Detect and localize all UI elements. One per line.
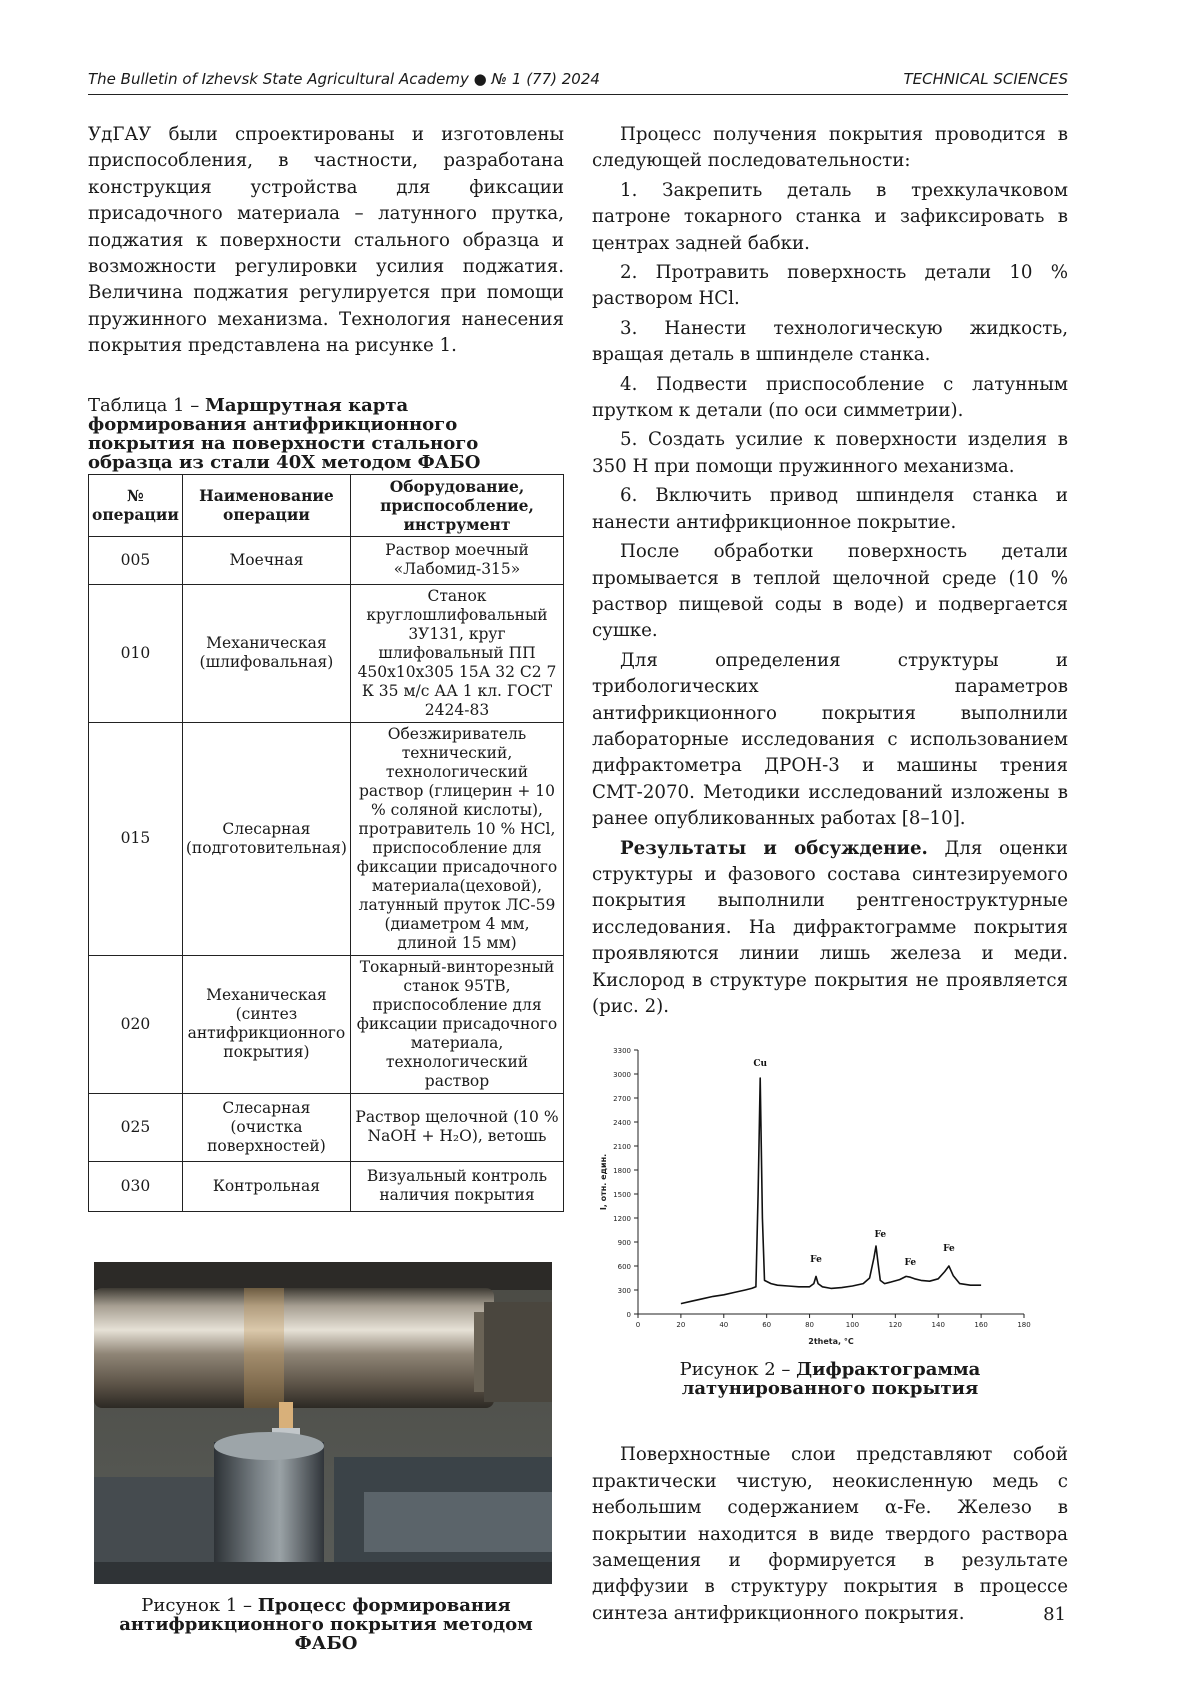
methods-paragraph: Для определения структуры и трибологических параметров антифрикционного покрытия выполнили лабораторные исследования с использованием дифрактометра ДРОН-3 и машины трения СМТ-2070. Методики исследований изложены в ранее опубликованных работах [8–10]. bbox=[592, 649, 1068, 830]
y-tick-label: 0 bbox=[626, 1311, 631, 1320]
x-tick-label: 40 bbox=[719, 1321, 729, 1330]
y-tick-label: 1800 bbox=[613, 1167, 631, 1176]
table-cell: Раствор щелочной (10 % NaOH + H₂O), ветошь bbox=[350, 1093, 563, 1161]
after-treatment-paragraph: После обработки поверхность детали промывается в теплой щелочной среде (10 % раствор пищевой соды в воде) и подвергается сушке. bbox=[592, 541, 1068, 642]
table-cell: 030 bbox=[89, 1161, 183, 1211]
table-header-cell: № операции bbox=[89, 474, 183, 536]
table-row bbox=[89, 722, 564, 955]
running-header bbox=[88, 70, 1068, 95]
x-tick-label: 180 bbox=[1017, 1321, 1031, 1330]
peak-label: Fe bbox=[904, 1258, 917, 1269]
right-column bbox=[592, 122, 1068, 1627]
section-title: TECHNICAL SCIENCES bbox=[903, 70, 1068, 88]
table-cell: 025 bbox=[89, 1093, 183, 1161]
diffractogram-series-line bbox=[681, 1078, 981, 1304]
y-tick-label: 300 bbox=[617, 1287, 631, 1296]
y-tick-label: 3300 bbox=[613, 1047, 631, 1056]
figure-2-caption bbox=[592, 1360, 1068, 1398]
y-tick-label: 3000 bbox=[613, 1071, 631, 1080]
table-row bbox=[89, 584, 564, 722]
results-text: Для оценки структуры и фазового состава синтезируемого покрытия выполнили рентгеноструктурные исследования. На дифрактограмме покрытия проявляются линии лишь железа и меди. Кислород в структуре покрытия не проявляется (рис. 2). bbox=[592, 837, 1068, 1017]
y-tick-label: 2100 bbox=[613, 1143, 631, 1152]
intro-paragraph: УдГАУ были спроектированы и изготовлены приспособления, в частности, разработана конструкция устройства для фиксации присадочного материала – латунного прутка, поджатия к поверхности стального образца и возможности регулировки усилия поджатия. Величина поджатия регулируется при помощи пружинного механизма. Технология нанесения покрытия представлена на рисунке 1. bbox=[88, 124, 564, 357]
table-cell: Механическая (синтез антифрикционного покрытия) bbox=[182, 955, 350, 1093]
lathe-process-photo bbox=[94, 1262, 552, 1584]
peak-label: Cu bbox=[753, 1059, 768, 1070]
table-row bbox=[89, 1161, 564, 1211]
results-paragraph bbox=[592, 836, 1068, 1021]
table-cell: 010 bbox=[89, 584, 183, 722]
x-tick-label: 120 bbox=[888, 1321, 903, 1330]
x-tick-label: 160 bbox=[974, 1321, 988, 1330]
x-axis-label: 2theta, °C bbox=[808, 1337, 854, 1347]
lathe-photo-illustration bbox=[94, 1262, 552, 1584]
table-header-cell: Оборудование, приспособление, инструмент bbox=[350, 474, 563, 536]
x-tick-label: 80 bbox=[805, 1321, 815, 1330]
table-caption-prefix: Таблица 1 – bbox=[88, 394, 205, 416]
table-header-cell: Наименование операции bbox=[182, 474, 350, 536]
table-cell: Обезжириватель технический, технологический раствор (глицерин + 10 % соляной кислоты), протравитель 10 % HCl, приспособление для фиксации присадочного материала(цеховой), латунный пруток ЛС-59 (диаметром 4 мм, длиной 15 мм) bbox=[350, 722, 563, 955]
process-step: 2. Протравить поверхность детали 10 % раствором HCl. bbox=[592, 262, 1068, 310]
x-tick-label: 0 bbox=[635, 1321, 641, 1330]
table-cell: Слесарная (подготовительная) bbox=[182, 722, 350, 955]
peak-label: Fe bbox=[943, 1244, 955, 1255]
table-cell: Контрольная bbox=[182, 1161, 350, 1211]
table-row bbox=[89, 955, 564, 1093]
table-cell: Визуальный контроль наличия покрытия bbox=[350, 1161, 563, 1211]
y-tick-label: 2700 bbox=[613, 1095, 631, 1104]
x-tick-label: 140 bbox=[931, 1321, 945, 1330]
table-caption-title: Маршрутная карта формирования антифрикционного покрытия на поверхности стального образца из стали 40Х методом ФАБО bbox=[88, 394, 481, 473]
figure-2-caption-title: Дифрактограмма латунированного покрытия bbox=[681, 1359, 981, 1400]
y-axis-label: I, отн. един. bbox=[599, 1154, 608, 1211]
y-tick-label: 900 bbox=[617, 1239, 631, 1248]
table-cell: Слесарная (очистка поверхностей) bbox=[182, 1093, 350, 1161]
results-heading: Результаты и обсуждение. bbox=[620, 837, 928, 859]
table-cell: Механическая (шлифовальная) bbox=[182, 584, 350, 722]
table-cell: 020 bbox=[89, 955, 183, 1093]
conclusion-paragraph: Поверхностные слои представляют собой практически чистую, неокисленную медь с небольшим содержанием α-Fe. Железо в покрытии находится в виде твердого раствора замещения и формируется в результате диффузии в структуру покрытия в процессе синтеза антифрикционного покрытия. bbox=[592, 1444, 1068, 1624]
page-number: 81 bbox=[1043, 1604, 1066, 1625]
x-tick-label: 60 bbox=[762, 1321, 772, 1330]
figure-1-caption-title: Процесс формирования антифрикционного покрытия методом ФАБО bbox=[119, 1594, 533, 1654]
process-step: 6. Включить привод шпинделя станка и нанести антифрикционное покрытие. bbox=[592, 485, 1068, 533]
table-header-row bbox=[89, 474, 564, 536]
peak-label: Fe bbox=[810, 1255, 822, 1266]
peak-label: Fe bbox=[874, 1230, 887, 1241]
process-step: 3. Нанести технологическую жидкость, вращая деталь в шпинделе станка. bbox=[592, 317, 1068, 366]
y-tick-label: 2400 bbox=[613, 1119, 631, 1128]
diffractogram-svg bbox=[592, 1036, 1072, 1356]
diffractogram-chart bbox=[592, 1036, 1072, 1356]
table-cell: 005 bbox=[89, 536, 183, 584]
table-cell: Токарный-винторезный станок 95ТВ, приспособление для фиксации присадочного материала, технологический раствор bbox=[350, 955, 563, 1093]
process-step: 1. Закрепить деталь в трехкулачковом патроне токарного станка и зафиксировать в центрах задней бабки. bbox=[592, 179, 1068, 254]
table-cell: Моечная bbox=[182, 536, 350, 584]
table-cell: Раствор моечный «Лабомид-315» bbox=[350, 536, 563, 584]
y-tick-label: 1500 bbox=[613, 1191, 631, 1200]
process-step: 5. Создать усилие к поверхности изделия в 350 Н при помощи пружинного механизма. bbox=[592, 429, 1068, 477]
x-tick-label: 20 bbox=[676, 1321, 686, 1330]
figure-2-caption-prefix: Рисунок 2 – bbox=[679, 1359, 797, 1381]
x-tick-label: 100 bbox=[845, 1321, 860, 1330]
table-cell: Станок круглошлифовальный 3У131, круг шлифовальный ПП 450х10х305 15А 32 С2 7 К 35 м/с АА 1 кл. ГОСТ 2424-83 bbox=[350, 584, 563, 722]
figure-1-caption-prefix: Рисунок 1 – bbox=[141, 1594, 258, 1616]
table-row bbox=[89, 536, 564, 584]
table-row bbox=[89, 1093, 564, 1161]
figure-1-caption bbox=[88, 1596, 564, 1653]
journal-title: The Bulletin of Izhevsk State Agricultural Academy ● № 1 (77) 2024 bbox=[88, 70, 600, 88]
y-tick-label: 1200 bbox=[613, 1215, 631, 1224]
left-column bbox=[88, 122, 564, 1653]
table-cell: 015 bbox=[89, 722, 183, 955]
process-step: 4. Подвести приспособление с латунным прутком к детали (по оси симметрии). bbox=[592, 373, 1068, 422]
process-intro: Процесс получения покрытия проводится в следующей последовательности: bbox=[592, 124, 1068, 172]
route-card-table bbox=[88, 474, 564, 1212]
y-tick-label: 600 bbox=[617, 1263, 631, 1272]
table-caption bbox=[88, 396, 564, 472]
